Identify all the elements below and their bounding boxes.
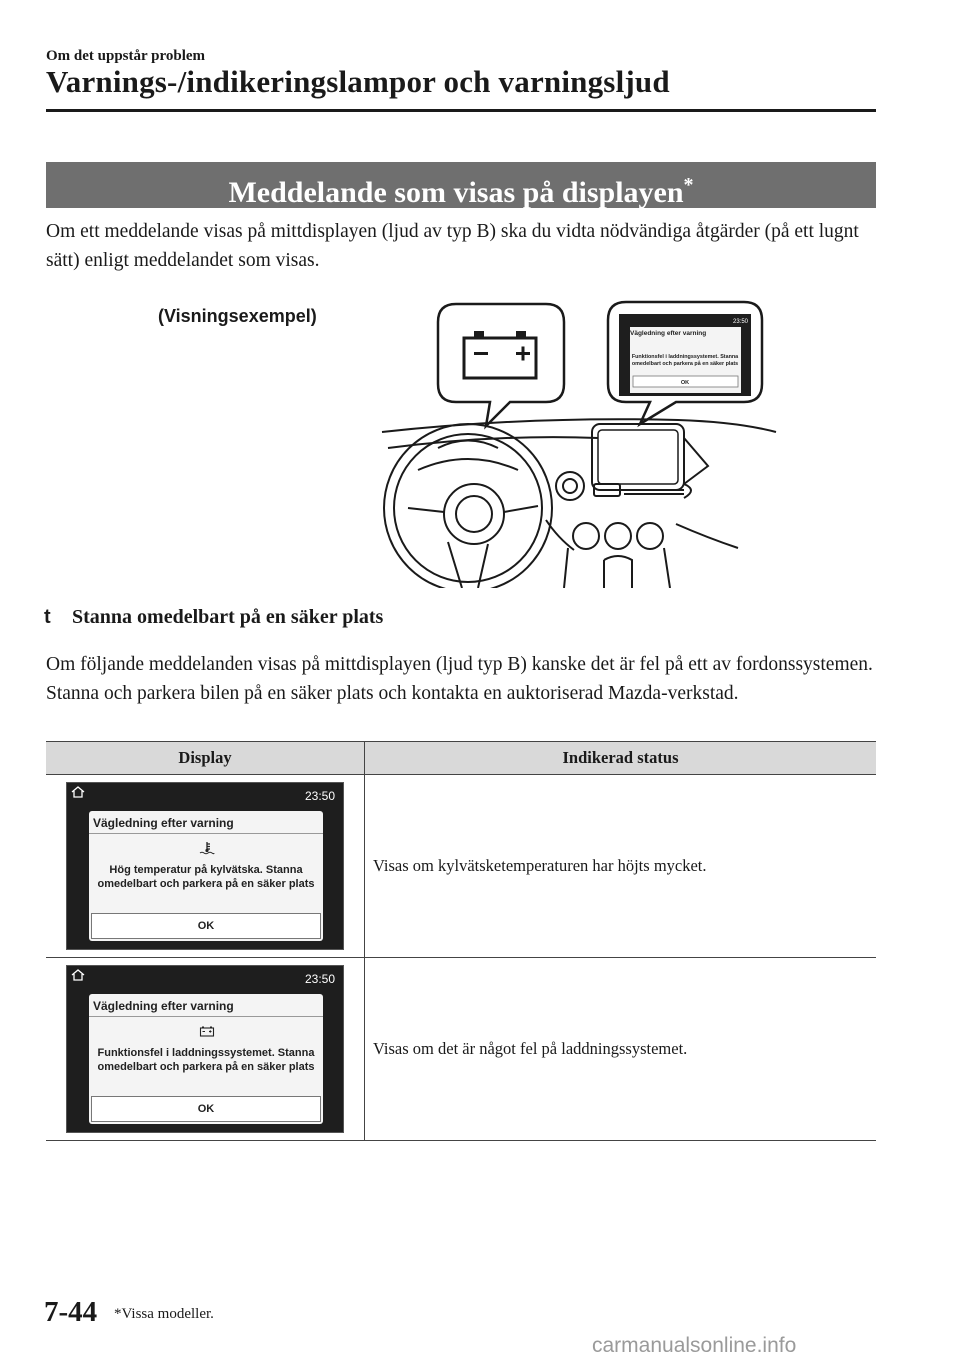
callout-message-line1: Funktionsfel i laddningssystemet. Stanna [631, 354, 739, 360]
example-label: (Visningsexempel) [158, 306, 317, 326]
dialog-divider [89, 1016, 323, 1017]
section-label: Om det uppstår problem [46, 48, 206, 64]
warning-dialog [89, 811, 323, 941]
chapter-title: Varnings-/indikeringslampor och varningsljud [46, 64, 670, 99]
screen-callout [608, 302, 762, 424]
callout-dialog-title: Vägledning efter varning [630, 330, 707, 337]
dialog-message [93, 863, 319, 891]
coolant-temperature-icon [199, 841, 215, 855]
dialog-title: Vägledning efter varning [93, 816, 234, 830]
callout-message-line2: omedelbart och parkera på en säker plats [631, 361, 739, 367]
dialog-message-line1: Hög temperatur på kylvätska. Stanna [109, 864, 303, 876]
ok-button[interactable]: OK [91, 1096, 321, 1122]
banner-title: Meddelande som visas på displayen [228, 176, 684, 209]
warning-dialog [89, 994, 323, 1124]
table-row [46, 775, 876, 958]
subsection-title: Stanna omedelbart på en säker plats [72, 606, 384, 628]
status-cell: Visas om det är något fel på laddningssystemet. [365, 958, 877, 1141]
subsection-bullet: t [44, 606, 51, 628]
center-display-screen [66, 965, 344, 1133]
watermark: carmanualsonline.info [592, 1334, 797, 1357]
dashboard-line-art [382, 419, 776, 588]
dialog-message [93, 1046, 319, 1074]
section-banner [46, 162, 876, 208]
intro-paragraph: Om ett meddelande visas på mittdisplayen (ljud av typ B) ska du vidta nödvändiga åtgärder (på ett lugnt sätt) enligt meddelandet som visas. [46, 221, 859, 271]
display-cell [46, 775, 365, 958]
callout-ok: OK [680, 380, 690, 386]
header-status: Indikerad status [365, 742, 877, 775]
dialog-message-line2: omedelbart och parkera på en säker plats [97, 1061, 315, 1073]
ok-button[interactable]: OK [91, 913, 321, 939]
footnote: *Vissa modeller. [114, 1306, 214, 1322]
status-cell: Visas om kylvätsketemperaturen har höjts mycket. [365, 775, 877, 958]
battery-icon [199, 1024, 215, 1038]
banner-marker: * [683, 174, 694, 196]
header-display: Display [46, 742, 365, 775]
subsection-heading [44, 606, 383, 629]
table-header-row [46, 742, 876, 775]
chapter-divider [46, 109, 876, 112]
dialog-message-line2: omedelbart och parkera på en säker plats [97, 878, 315, 890]
clock: 23:50 [304, 789, 335, 803]
body-paragraph: Om följande meddelanden visas på mittdisplayen (ljud typ B) kanske det är fel på ett av fordonssystemen. Stanna och parkera bilen på en säker plats och kontakta en auktoriserad Mazda-verkstad. [46, 654, 873, 704]
dialog-message-line1: Funktionsfel i laddningssystemet. Stanna [97, 1047, 315, 1059]
home-icon [71, 969, 85, 981]
page-number: 7-44 [44, 1296, 98, 1328]
home-icon [71, 786, 85, 798]
table-row [46, 958, 876, 1141]
dialog-divider [89, 833, 323, 834]
dashboard-illustration [378, 298, 778, 588]
dialog-title: Vägledning efter varning [93, 999, 234, 1013]
battery-callout [438, 304, 564, 426]
display-cell [46, 958, 365, 1141]
callout-clock: 23:50 [732, 319, 748, 325]
center-display-screen [66, 782, 344, 950]
clock: 23:50 [304, 972, 335, 986]
status-table [46, 741, 876, 1141]
